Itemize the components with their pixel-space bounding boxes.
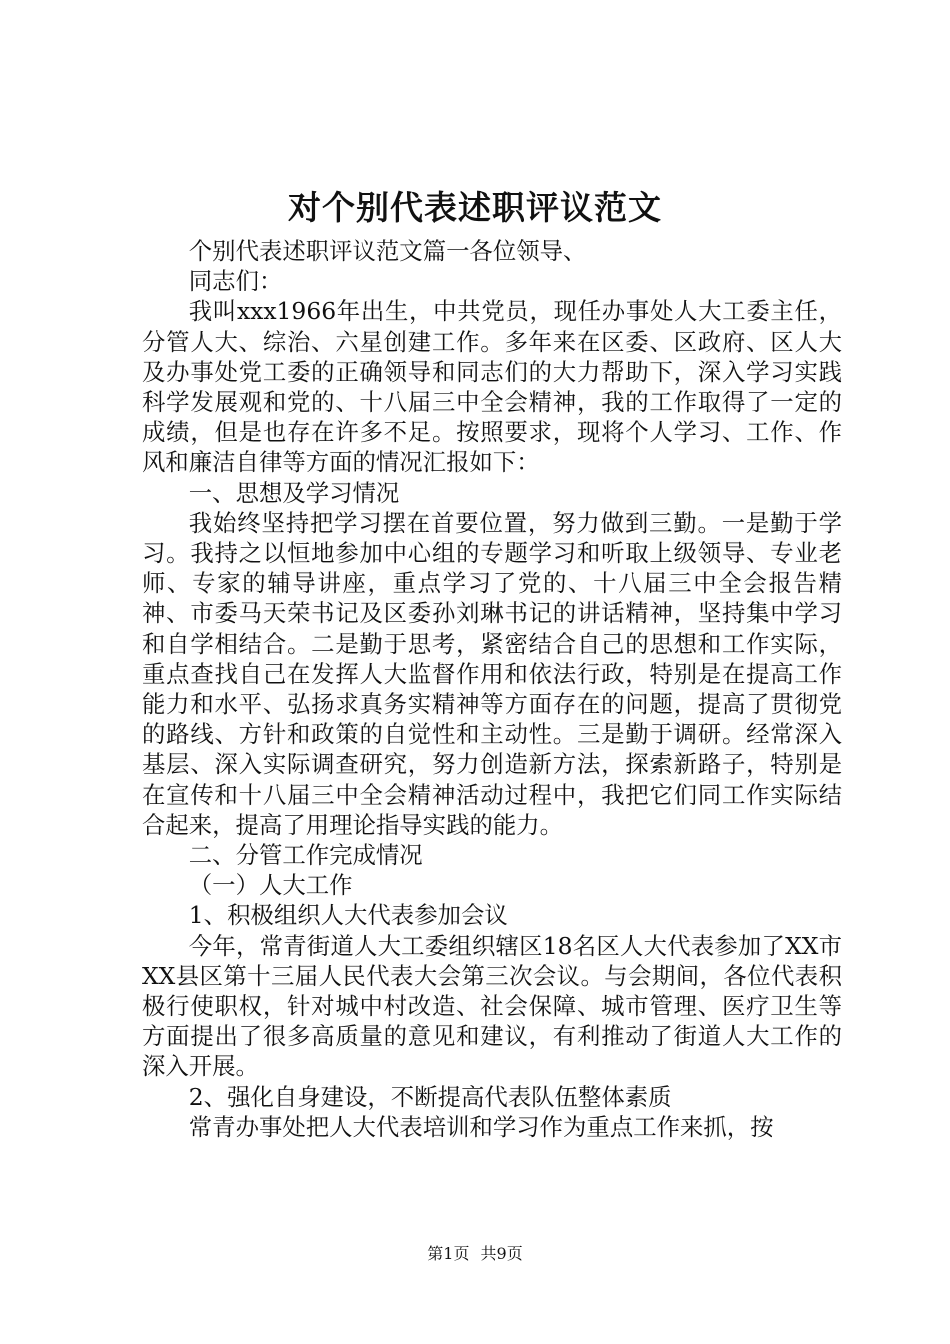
- paragraph-self-introduction: 我叫xxx1966年出生，中共党员，现任办事处人大工委主任，分管人大、综治、六星创建工作。多年来在区委、区政府、区人大及办事处党工委的正确领导和同志们的大力帮助下，深入学习实践科学发展观和党的、十八届三中全会精神，我的工作取得了一定的成绩，但是也存在许多不足。按照要求，现将个人学习、工作、作风和廉洁自律等方面的情况汇报如下：: [142, 297, 842, 477]
- paragraph-study: 我始终坚持把学习摆在首要位置，努力做到三勤。一是勤于学习。我持之以恒地参加中心组的专题学习和听取上级领导、专业老师、专家的辅导讲座，重点学习了党的、十八届三中全会报告精神、市委马天荣书记及区委孙刘琳书记的讲话精神，坚持集中学习和自学相结合。二是勤于思考，紧密结合自己的思想和工作实际，重点查找自己在发挥人大监督作用和依法行政，特别是在提高工作能力和水平、弘扬求真务实精神等方面存在的问题，提高了贯彻党的路线、方针和政策的自觉性和主动性。三是勤于调研。经常深入基层、深入实际调查研究，努力创造新方法，探索新路子，特别是在宣传和十八届三中全会精神活动过程中，我把它们同工作实际结合起来，提高了用理论指导实践的能力。: [142, 508, 842, 839]
- paragraph-training: 常青办事处把人大代表培训和学习作为重点工作来抓，按: [188, 1112, 774, 1141]
- paragraph-salutation: 同志们：: [188, 267, 283, 296]
- page-number: 第1页: [427, 1244, 470, 1263]
- section-heading-work: 二、分管工作完成情况: [188, 841, 423, 870]
- paragraph-intro: 个别代表述职评议范文篇一各位领导、: [188, 237, 587, 265]
- page-footer: [0, 1243, 950, 1265]
- section-heading-study: 一、思想及学习情况: [188, 478, 400, 507]
- item-heading-meeting: 1、积极组织人大代表参加会议: [188, 901, 508, 930]
- document-title: 对个别代表述职评议范文: [288, 188, 662, 227]
- subsection-heading-npc-work: （一）人大工作: [188, 871, 353, 900]
- item-heading-self-building: 2、强化自身建设，不断提高代表队伍整体素质: [188, 1082, 672, 1111]
- document-body: [142, 236, 842, 1142]
- page-total: 共9页: [480, 1244, 523, 1263]
- paragraph-meeting: 今年，常青街道人大工委组织辖区18名区人大代表参加了XX市XX县区第十三届人民代表大会第三次会议。与会期间，各位代表积极行使职权，针对城中村改造、社会保障、城市管理、医疗卫生等方面提出了很多高质量的意见和建议，有利推动了街道人大工作的深入开展。: [142, 931, 842, 1081]
